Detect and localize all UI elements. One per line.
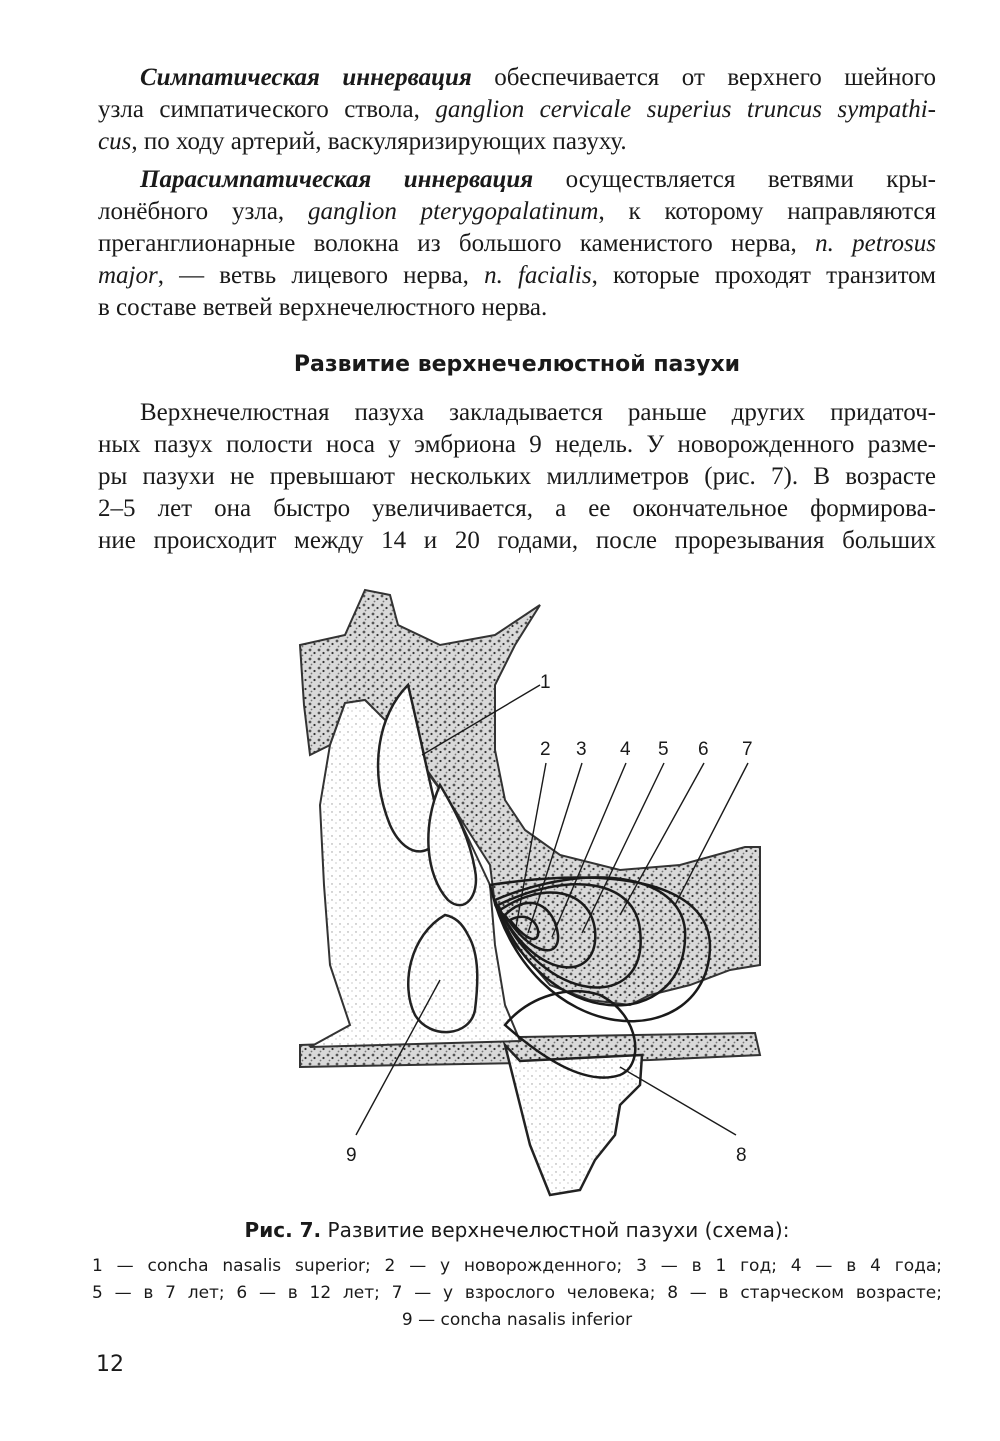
leader-8 [620, 1067, 736, 1135]
figure-label-8: 8 [736, 1145, 747, 1166]
figure-label-9: 9 [346, 1145, 357, 1166]
paragraph-parasympathetic: Парасимпатическая иннервация осуществляется ветвями кры- лонёбного узла, ganglion pterygopalatinum, к которому направляются преганглионарные волокна из большого каменистого нерва, n. petrosus major, — ветвь лицевого нерва, n. facialis, которые проходят транзитом в составе ветвей верхнечелюстного нерва. [98, 166, 937, 321]
figure-label-7: 7 [742, 739, 753, 760]
figure-label-6: 6 [698, 739, 709, 760]
figure-caption-legend-1: 1 — concha nasalis superior; 2 — у новорожденного; 3 — в 1 год; 4 — в 4 года; [92, 1256, 942, 1276]
term-sympathetic: Симпатическая иннервация [140, 64, 472, 91]
figure-label-2: 2 [540, 739, 551, 760]
figure-label-5: 5 [658, 739, 669, 760]
figure-label-3: 3 [576, 739, 587, 760]
figure-caption-title: Рис. 7. Развитие верхнечелюстной пазухи (схема): [244, 1218, 790, 1242]
figure-sinus-development [290, 585, 790, 1210]
section-heading: Развитие верхнечелюстной пазухи [293, 352, 741, 377]
page-number: 12 [96, 1352, 124, 1377]
figure-label-4: 4 [620, 739, 631, 760]
paragraph-development: Верхнечелюстная пазуха закладывается раньше других придаточ- ных пазух полости носа у эмбриона 9 недель. У новорожденного разме- ры пазухи не превышают нескольких миллиметров (рис. 7). В возрасте 2–5 лет она быстро увеличивается, а ее окончательное формирова- ние происходит между 14 и 20 годами, после прорезывания больших [98, 399, 936, 554]
figure-caption-legend-2: 5 — в 7 лет; 6 — в 12 лет; 7 — у взрослого человека; 8 — в старческом возрасте; [92, 1283, 942, 1303]
term-parasympathetic: Парасимпатическая иннервация [140, 166, 534, 193]
sinus-diagram [290, 585, 790, 1210]
figure-caption-legend-3: 9 — concha nasalis inferior [401, 1310, 633, 1330]
figure-label-1: 1 [540, 672, 551, 693]
paragraph-sympathetic: Симпатическая иннервация обеспечивается от верхнего шейного узла симпатического ствола, ganglion cervicale superius truncus sympathi- cus, по ходу артерий, васкуляризирующих пазуху. [98, 64, 936, 155]
